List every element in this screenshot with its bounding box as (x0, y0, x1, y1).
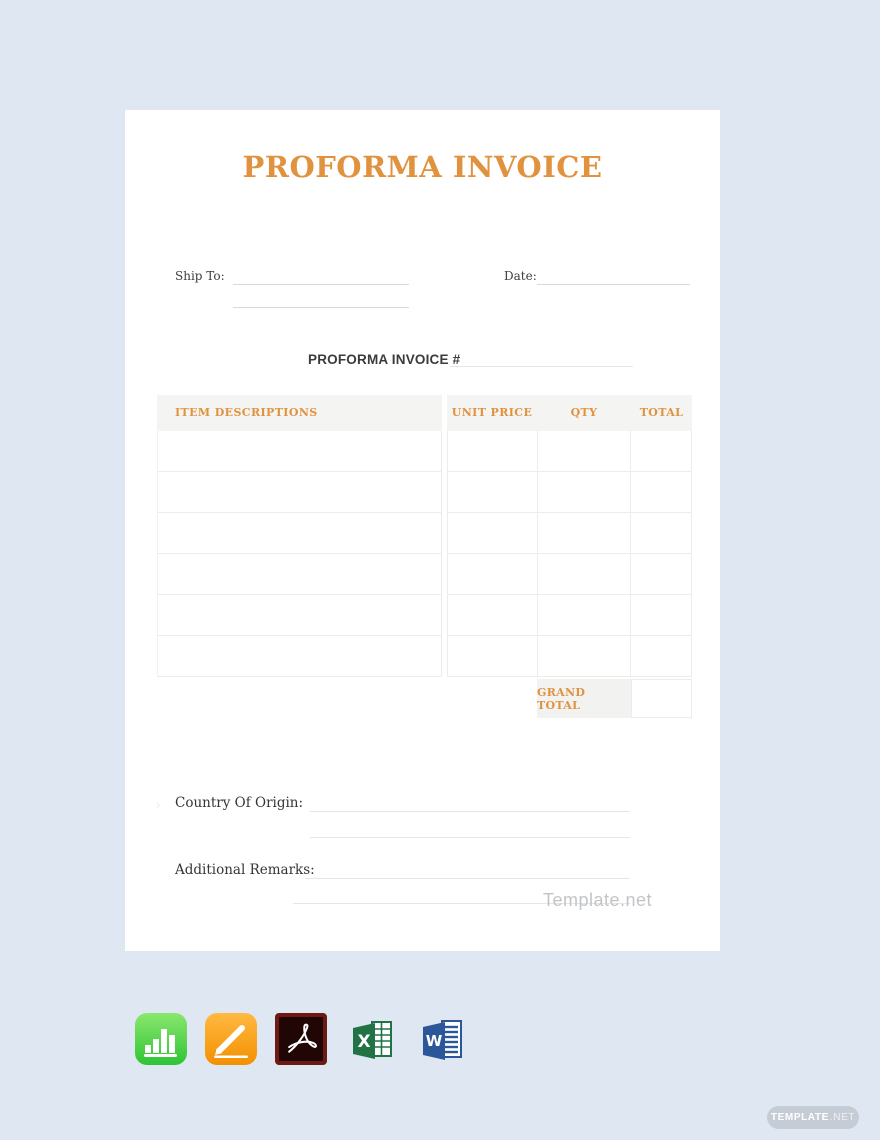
table-row-description-cell (157, 636, 442, 677)
items-table (157, 395, 692, 718)
date-line (537, 284, 690, 285)
svg-text:W: W (425, 1032, 443, 1050)
table-row (447, 636, 692, 677)
table-row (447, 472, 692, 513)
faint-chevron-mark: › (156, 797, 161, 812)
table-cell (538, 431, 632, 471)
ms-excel-icon[interactable] (345, 1013, 397, 1065)
pen-glyph (205, 1013, 257, 1065)
excel-glyph (345, 1013, 397, 1065)
table-row (447, 595, 692, 636)
table-cell (448, 636, 538, 676)
table-cell (631, 472, 692, 512)
invoice-page (125, 110, 720, 951)
badge-tld: .NET (829, 1112, 856, 1123)
apple-numbers-icon[interactable] (135, 1013, 187, 1065)
apple-pages-icon[interactable] (205, 1013, 257, 1065)
table-cell (538, 595, 632, 635)
column-header-unit-price: UNIT PRICE (451, 406, 533, 419)
table-cell (448, 554, 538, 594)
table-body-right (447, 431, 692, 677)
column-header-total: TOTAL (639, 406, 684, 419)
country-of-origin-label: Country Of Origin: (175, 795, 304, 811)
country-line-2 (310, 837, 630, 838)
invoice-number-line (450, 366, 633, 367)
table-cell (538, 554, 632, 594)
ship-to-line-2 (233, 307, 409, 308)
badge-brand: TEMPLATE (770, 1112, 829, 1123)
grand-total-spacer (447, 679, 537, 718)
table-body-left (157, 431, 442, 677)
column-header-qty: QTY (570, 406, 598, 419)
word-glyph (415, 1013, 467, 1065)
table-cell (448, 595, 538, 635)
table-cell (448, 513, 538, 553)
table-row (447, 513, 692, 554)
bar-chart-glyph (135, 1013, 187, 1065)
table-row-description-cell (157, 554, 442, 595)
table-cell (631, 636, 692, 676)
table-row (447, 554, 692, 595)
table-row-description-cell (157, 472, 442, 513)
table-cell (538, 472, 632, 512)
template-net-watermark: Template.net (543, 890, 653, 910)
remarks-line-1 (305, 878, 630, 879)
table-header-right (447, 395, 692, 431)
table-cell (448, 431, 538, 471)
column-header-item-descriptions: ITEM DESCRIPTIONS (157, 395, 442, 431)
adobe-acrobat-icon[interactable] (275, 1013, 327, 1065)
additional-remarks-label: Additional Remarks: (175, 862, 315, 878)
amounts-columns (447, 395, 692, 718)
table-row-description-cell (157, 431, 442, 472)
table-cell (631, 595, 692, 635)
acrobat-loop-glyph (279, 1017, 323, 1061)
ship-to-label: Ship To: (175, 269, 225, 283)
table-cell (631, 513, 692, 553)
template-net-badge[interactable] (767, 1106, 859, 1129)
table-row-description-cell (157, 513, 442, 554)
table-row (447, 431, 692, 472)
page-title: PROFORMA INVOICE (242, 150, 603, 184)
invoice-number-label: PROFORMA INVOICE # (308, 352, 461, 367)
table-cell (631, 431, 692, 471)
grand-total-label: GRAND TOTAL (537, 679, 631, 718)
ms-word-icon[interactable] (415, 1013, 467, 1065)
table-cell (631, 554, 692, 594)
country-line-1 (310, 811, 630, 812)
table-row-description-cell (157, 595, 442, 636)
ship-to-line-1 (233, 284, 409, 285)
item-descriptions-column (157, 395, 442, 677)
table-cell (448, 472, 538, 512)
date-label: Date: (504, 269, 537, 283)
grand-total-value-cell (631, 679, 692, 718)
svg-text:X: X (357, 1032, 371, 1052)
table-cell (538, 636, 632, 676)
grand-total-row (447, 679, 692, 718)
table-cell (538, 513, 632, 553)
